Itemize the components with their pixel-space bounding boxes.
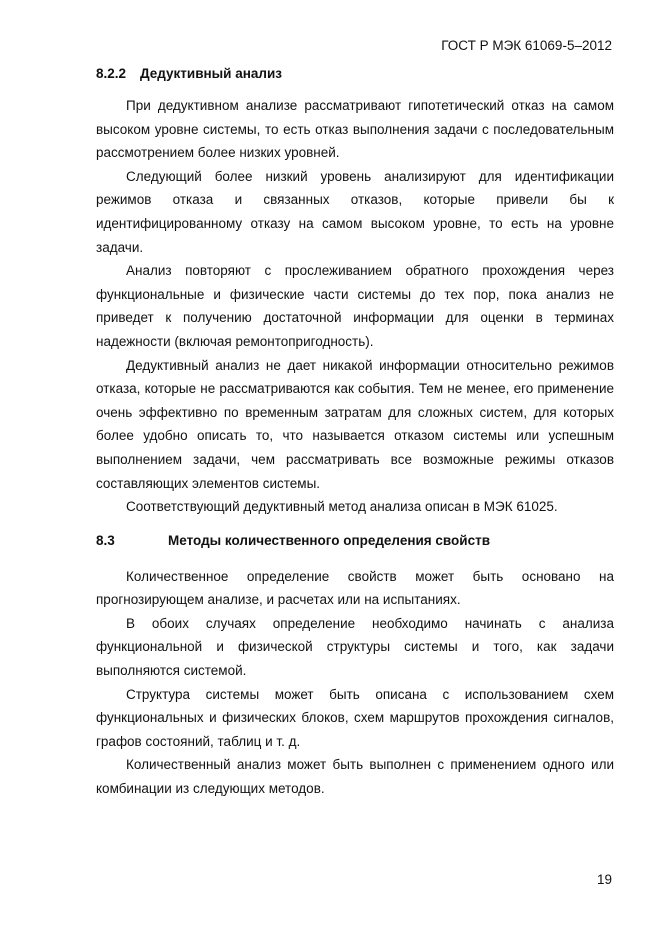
paragraph: В обоих случаях определение необходимо начинать с анализа функциональной и физической структуры системы и того, как задачи выполняются системой.: [96, 615, 614, 679]
page-number: 19: [596, 872, 612, 887]
section-heading-8-2-2: [96, 63, 614, 85]
section-heading-8-3: [96, 530, 614, 552]
section-title: Дедуктивный анализ: [140, 66, 282, 81]
paragraph: Дедуктивный анализ не дает никакой информации относительно режимов отказа, которые не рассматриваются как события. Тем не менее, его применение очень эффективно по временным затратам для сложных систем, для которых более удобно описать то, что называется отказом системы или успешным выполнением задачи, чем рассматривать все возможные режимы отказов составляющих элементов системы.: [96, 357, 614, 491]
paragraph: Количественное определение свойств может быть основано на прогнозирующем анализе, и расчетах или на испытаниях.: [96, 568, 614, 608]
paragraph: Соответствующий дедуктивный метод анализа описан в МЭК 61025.: [126, 499, 558, 515]
paragraph: Структура системы может быть описана с использованием схем функциональных и физических блоков, схем маршрутов прохождения сигналов, графов состояний, таблиц и т. д.: [96, 686, 614, 749]
section-number: 8.2.2: [96, 66, 127, 81]
page-content: [96, 63, 614, 801]
section-number: 8.3: [96, 532, 115, 548]
paragraph: Следующий более низкий уровень анализируют для идентификации режимов отказа и связанных отказов, которые привели бы к идентифицированному отказу на самом высоком уровне, то есть на уровне задачи.: [96, 168, 614, 255]
paragraph: При дедуктивном анализе рассматривают гипотетический отказ на самом высоком уровне системы, то есть отказ выполнения задачи с последовательным рассмотрением более низких уровней.: [96, 98, 614, 161]
paragraph: Анализ повторяют с прослеживанием обратного прохождения через функциональные и физические части системы до тех пор, пока анализ не приведет к получению достаточной информации для оценки в терминах надежности (включая ремонтопригодность).: [96, 263, 614, 349]
document-header: ГОСТ Р МЭК 61069-5–2012: [441, 38, 612, 53]
section-title: Методы количественного определения свойств: [168, 532, 491, 548]
paragraph: Количественный анализ может быть выполнен с применением одного или комбинации из следующих методов.: [96, 757, 614, 797]
